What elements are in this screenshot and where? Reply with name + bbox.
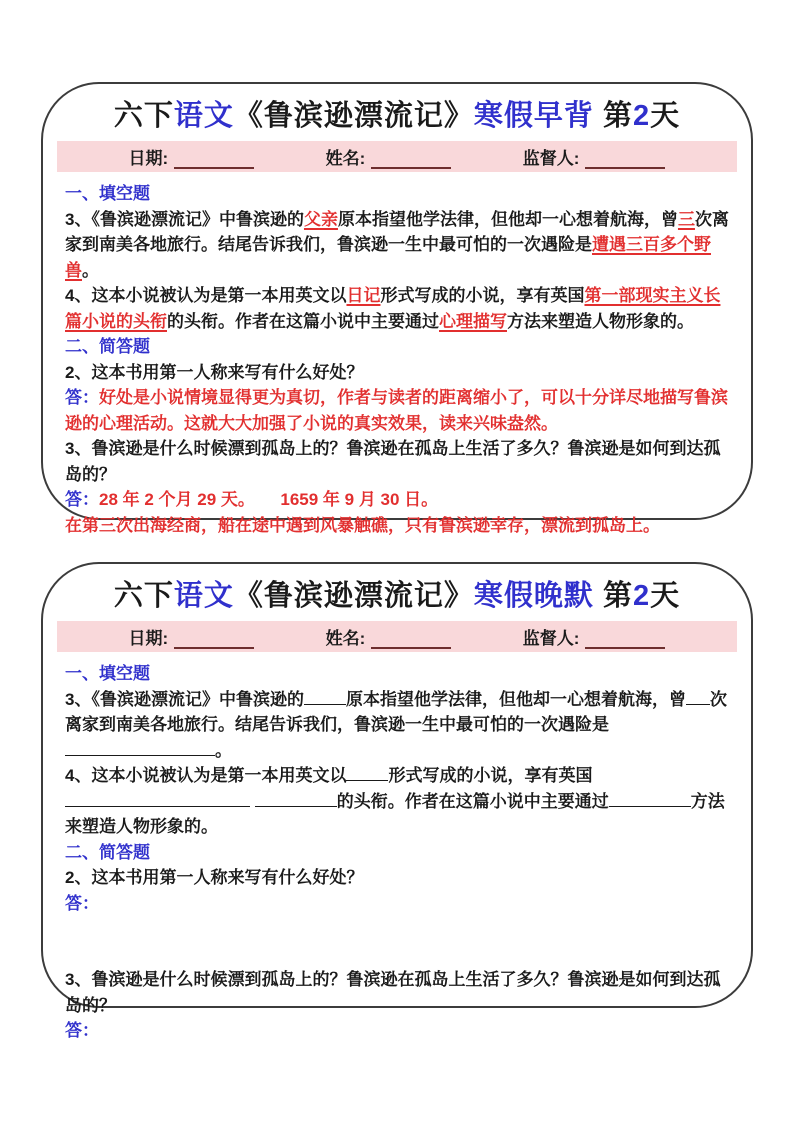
page-title [43, 93, 751, 134]
answer-underlined: 日记 [346, 286, 381, 305]
section-short-answer-heading: 二、简答题 [65, 337, 150, 356]
fill-blank-line [346, 776, 388, 781]
question-3-short: 3、鲁滨逊是什么时候漂到孤岛上的？鲁滨逊在孤岛上生活了多久？鲁滨逊是如何到达孤岛的？ [65, 439, 721, 484]
fill-blank-line [686, 700, 710, 705]
answer-label: 答： [65, 893, 99, 913]
morning-body [43, 179, 751, 538]
answer-label: 答： [65, 490, 99, 509]
info-bar [57, 621, 737, 652]
question-text: 方法来塑造人物形象的。 [65, 791, 725, 836]
title-book: 《鲁滨逊漂流记》 [233, 100, 474, 132]
question-text: 。 [82, 260, 99, 280]
question-2-short: 2、这本书用第一人称来写有什么好处？ [65, 868, 364, 887]
name-field [326, 624, 452, 649]
section-fill-in-heading: 一、填空题 [65, 184, 150, 203]
answer-underlined: 三 [677, 209, 695, 229]
title-grade: 六下 [113, 100, 174, 132]
question-text: 的头衔。作者在这篇小说中主要通过 [336, 791, 609, 811]
answer-underlined: 心理描写 [439, 311, 507, 331]
name-blank-line [371, 633, 451, 649]
name-blank-line [371, 153, 451, 169]
question-text: 原本指望他学法律，但他却一心想着航海，曾 [345, 689, 686, 709]
title-day-suffix: 天 [650, 580, 681, 612]
section-fill-in-heading: 一、填空题 [65, 664, 150, 683]
answer-3-line-1 [65, 487, 731, 513]
supervisor-label: 监督人: [522, 149, 580, 168]
answer-2 [65, 385, 731, 436]
title-session: 寒假早背 [473, 100, 594, 132]
question-text: 形式写成的小说，享有英国 [388, 766, 593, 785]
question-4-fill [65, 763, 731, 840]
date-blank-line [174, 153, 254, 169]
title-subject: 语文 [173, 580, 234, 612]
section-short-answer-heading: 二、简答题 [65, 842, 150, 862]
title-grade: 六下 [113, 580, 174, 612]
question-text: 原本指望他学法律，但他却一心想着航海，曾 [337, 209, 678, 229]
fill-blank-line [65, 802, 250, 807]
answer-underlined: 遭遇三百多个野兽 [65, 235, 711, 280]
question-text: 4、这本小说被认为是第一本用英文以 [65, 766, 347, 785]
supervisor-field [523, 144, 666, 169]
name-label: 姓名: [325, 629, 366, 648]
question-text: 次离家到南美各地旅行。结尾告诉我们，鲁滨逊一生中最可怕的一次遇险是 [65, 209, 729, 254]
date-field [128, 624, 254, 649]
supervisor-blank-line [585, 633, 665, 649]
question-2-short: 2、这本书用第一人称来写有什么好处？ [65, 362, 364, 382]
evening-worksheet-card [41, 562, 753, 1040]
answer-underlined: 父亲 [303, 209, 338, 229]
answer-text: 好处是小说情境显得更为真切，作者与读者的距离缩小了，可以十分详尽地描写鲁滨逊的心理活动。这就大大加强了小说的真实效果，读来兴味盎然。 [65, 388, 728, 433]
question-text: 次离家到南美各地旅行。结尾告诉我们，鲁滨逊一生中最可怕的一次遇险是 [65, 689, 727, 734]
answer-2-blank [65, 891, 731, 917]
title-day-number: 2 [632, 580, 651, 612]
date-field [128, 144, 254, 169]
answer-3-blank [65, 1018, 731, 1044]
question-text: 方法来塑造人物形象的。 [507, 311, 694, 331]
question-text: 4、这本小说被认为是第一本用英文以 [65, 286, 347, 305]
question-3-fill [65, 207, 731, 284]
date-blank-line [174, 633, 254, 649]
answer-3-line-2: 在第三次出海经商，船在途中遇到风暴触礁，只有鲁滨逊幸存，漂流到孤岛上。 [65, 515, 660, 535]
date-label: 日期: [128, 149, 169, 168]
question-text: 3、《鲁滨逊漂流记》中鲁滨逊的 [65, 209, 304, 229]
answer-label: 答： [65, 1021, 99, 1040]
name-label: 姓名: [325, 149, 366, 168]
question-text: 3、《鲁滨逊漂流记》中鲁滨逊的 [65, 689, 304, 709]
title-session: 寒假晚默 [473, 580, 594, 612]
page-title [43, 573, 751, 614]
fill-blank-line [65, 751, 215, 756]
info-bar [57, 141, 737, 172]
title-subject: 语文 [173, 100, 234, 132]
supervisor-field [523, 624, 666, 649]
title-day-prefix: 第 [593, 100, 633, 132]
question-text: 的头衔。作者在这篇小说中主要通过 [167, 311, 439, 331]
supervisor-label: 监督人: [522, 629, 580, 648]
fill-blank-line [304, 700, 346, 705]
fill-blank-line [255, 802, 337, 807]
date-label: 日期: [128, 629, 169, 648]
question-4-fill [65, 283, 731, 334]
question-text: 形式写成的小说，享有英国 [380, 286, 585, 305]
title-day-number: 2 [632, 100, 651, 132]
fill-blank-line [609, 802, 691, 807]
title-book: 《鲁滨逊漂流记》 [233, 580, 474, 612]
answer-underlined: 第一部现实主义长篇小说的头衔 [65, 286, 721, 331]
question-text: 。 [215, 740, 232, 760]
supervisor-blank-line [585, 153, 665, 169]
answer-label: 答： [65, 388, 99, 407]
title-day-prefix: 第 [593, 580, 633, 612]
question-3-fill [65, 687, 731, 764]
evening-body [43, 659, 751, 1044]
title-day-suffix: 天 [650, 100, 681, 132]
morning-worksheet-card [41, 82, 753, 535]
name-field [326, 144, 452, 169]
answer-text: 28 年 2 个月 29 天。 1659 年 9 月 30 日。 [99, 490, 439, 509]
question-3-short: 3、鲁滨逊是什么时候漂到孤岛上的？鲁滨逊在孤岛上生活了多久？鲁滨逊是如何到达孤岛的？ [65, 970, 721, 1015]
